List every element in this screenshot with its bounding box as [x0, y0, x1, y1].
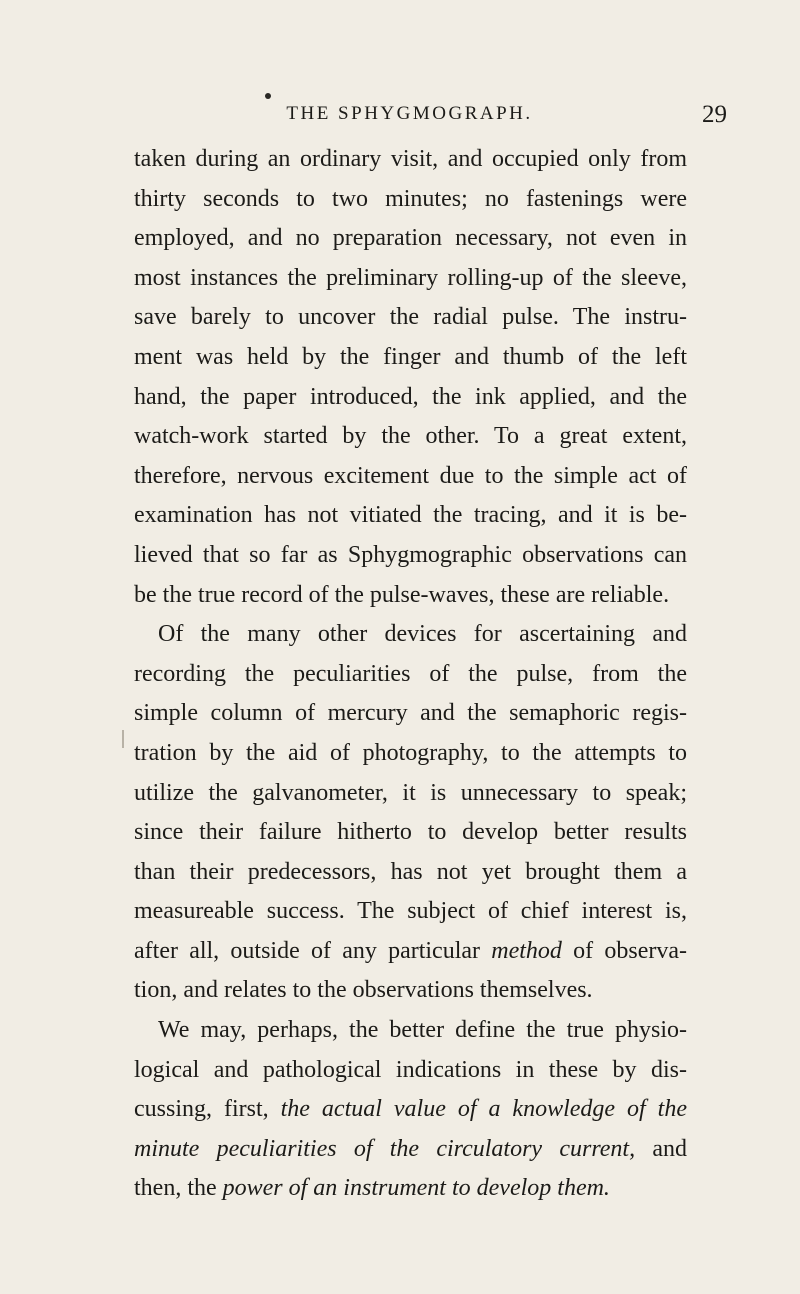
text-line-mixed [134, 932, 687, 972]
text-run: cussing, first, [134, 1096, 269, 1123]
text-line: utilize the galvanometer, it is unnecessary to speak; [134, 779, 687, 806]
text-line-mixed [134, 1169, 687, 1209]
text-line: recording the peculiarities of the pulse, from the [134, 660, 687, 687]
text-line: tion, and relates to the observations themselves. [134, 977, 593, 1004]
text-line: employed, and no preparation necessary, not even in [134, 225, 687, 252]
margin-mark [122, 730, 124, 748]
text-line: thirty seconds to two minutes; no fastenings were [134, 185, 687, 212]
text-line: since their failure hitherto to develop better results [134, 819, 687, 846]
running-head [132, 101, 727, 133]
text-line: than their predecessors, has not yet brought them a [134, 858, 687, 885]
text-line: be the true record of the pulse-waves, these are reliable. [134, 581, 670, 608]
body-text [134, 140, 687, 1209]
text-line: taken during an ordinary visit, and occupied only from [134, 146, 687, 172]
text-line: tration by the aid of photography, to the attempts to [134, 739, 687, 766]
text-line: save barely to uncover the radial pulse. The instru- [134, 304, 687, 331]
text-line: most instances the preliminary rolling-up of the sleeve, [134, 264, 687, 291]
italic-run: minute peculiarities of the circulatory current, [134, 1135, 636, 1162]
running-head-title: THE SPHYGMOGRAPH. [286, 103, 533, 124]
text-line: simple column of mercury and the semaphoric regis- [134, 700, 687, 727]
text-line: measureable success. The subject of chief interest is, [134, 898, 687, 925]
text-run: then, the [134, 1175, 217, 1202]
text-run: after all, outside of any particular [134, 937, 481, 964]
text-run: and [652, 1135, 688, 1162]
text-line-mixed [134, 1130, 687, 1170]
text-line-mixed [134, 1090, 687, 1130]
text-line: We may, perhaps, the better define the true physio- [158, 1017, 687, 1044]
page-number: 29 [702, 101, 727, 128]
text-line: logical and pathological indications in these by dis- [134, 1056, 687, 1083]
text-line: examination has not vitiated the tracing, and it is be- [134, 502, 687, 529]
ink-speck [265, 93, 271, 99]
text-line: Of the many other devices for ascertaining and [158, 621, 687, 648]
text-run: of observa- [573, 937, 687, 964]
text-line: therefore, nervous excitement due to the simple act of [134, 462, 687, 489]
text-line: ment was held by the finger and thumb of the left [134, 343, 687, 370]
text-line: lieved that so far as Sphygmographic observations can [134, 541, 687, 568]
italic-run: method [491, 937, 562, 964]
italic-run: power of an instrument to develop them. [222, 1175, 610, 1202]
italic-run: the actual value of a knowledge of the [280, 1096, 688, 1123]
text-line: hand, the paper introduced, the ink applied, and the [134, 383, 687, 410]
text-line: watch-work started by the other. To a great extent, [134, 423, 687, 450]
